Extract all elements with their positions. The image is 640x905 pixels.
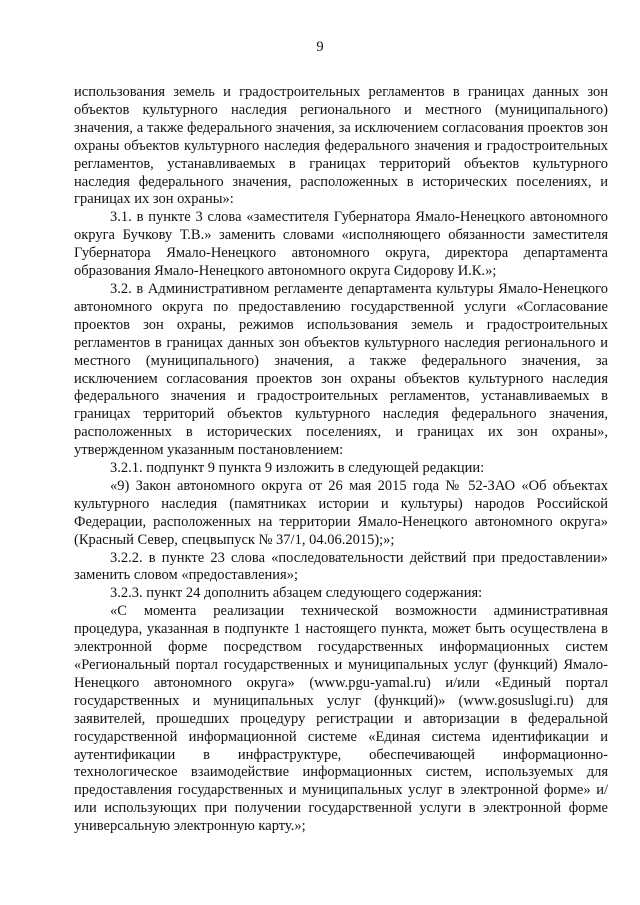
paragraph-3-2-1: 3.2.1. подпункт 9 пункта 9 изложить в следующей редакции: <box>110 460 485 477</box>
paragraph-quote-24: «С момента реализации технической возможности административная процедура, указанная в подпункте 1 настоящего пункта, может быть осуществлена в электронной форме посредством государственных информационных систем «Региональный портал государственных и муниципальных услуг (функций) Ямало-Ненецкого автономного округа» (www.pgu-yamal.ru) и/или «Единый портал государственных и муниципальных услуг (функций)» (www.gosuslugi.ru) для заявителей, прошедших процедуру регистрации и авторизации в федеральной государственной информационной системе «Единая система идентификации и аутентификации в инфраструктуре, обеспечивающей информационно-технологическое взаимодействие информационных систем, используемых для предоставления государственных и муниципальных услуг в электронной форме» и/или использующих при получении государственной услуги в электронной форме универсальную электронную карту.»; <box>74 603 608 835</box>
paragraph-3-2: 3.2. в Административном регламенте департамента культуры Ямало-Ненецкого автономного округа по предоставлению государственной услуги «Согласование проектов зон охраны, режимов использования земель и градостроительных регламентов в границах данных зон объектов культурного наследия регионального и местного (муниципального) значения, а также федерального значения, за исключением согласования проектов зон охраны объектов культурного наследия федерального значения и градостроительных регламентов, устанавливаемых в границах территорий объектов культурного наследия федерального значения, расположенных в исторических поселениях, и границах их зон охраны», утвержденном указанным постановлением: <box>74 280 608 459</box>
paragraph-3-1: 3.1. в пункте 3 слова «заместителя Губернатора Ямало-Ненецкого автономного округа Бучкову Т.В.» заменить словами «исполняющего обязанности заместителя Губернатора Ямало-Ненецкого автономного округа, директора департамента образования Ямало-Ненецкого автономного округа Сидорову И.К.»; <box>74 209 608 280</box>
page-number: 9 <box>316 39 324 55</box>
paragraph-3-2-2: 3.2.2. в пункте 23 слова «последовательности действий при предоставлении» заменить словом «предоставления»; <box>74 549 608 584</box>
document-body <box>74 84 608 836</box>
paragraph-3-2-3: 3.2.3. пункт 24 дополнить абзацем следующего содержания: <box>110 585 483 602</box>
paragraph-quote-9: «9) Закон автономного округа от 26 мая 2015 года № 52-ЗАО «Об объектах культурного наследия (памятниках истории и культуры) народов Российской Федерации, расположенных на территории Ямало-Ненецкого автономного округа» (Красный Север, спецвыпуск № 37/1, 04.06.2015);»; <box>74 477 608 548</box>
paragraph-continuation: использования земель и градостроительных регламентов в границах данных зон объектов культурного наследия регионального и местного (муниципального) значения, а также федерального значения, за исключением согласования проектов зон охраны объектов культурного наследия федерального значения и градостроительных регламентов, устанавливаемых в границах территорий объектов культурного наследия федерального значения, расположенных в исторических поселениях, и границах их зон охраны»: <box>74 84 608 208</box>
